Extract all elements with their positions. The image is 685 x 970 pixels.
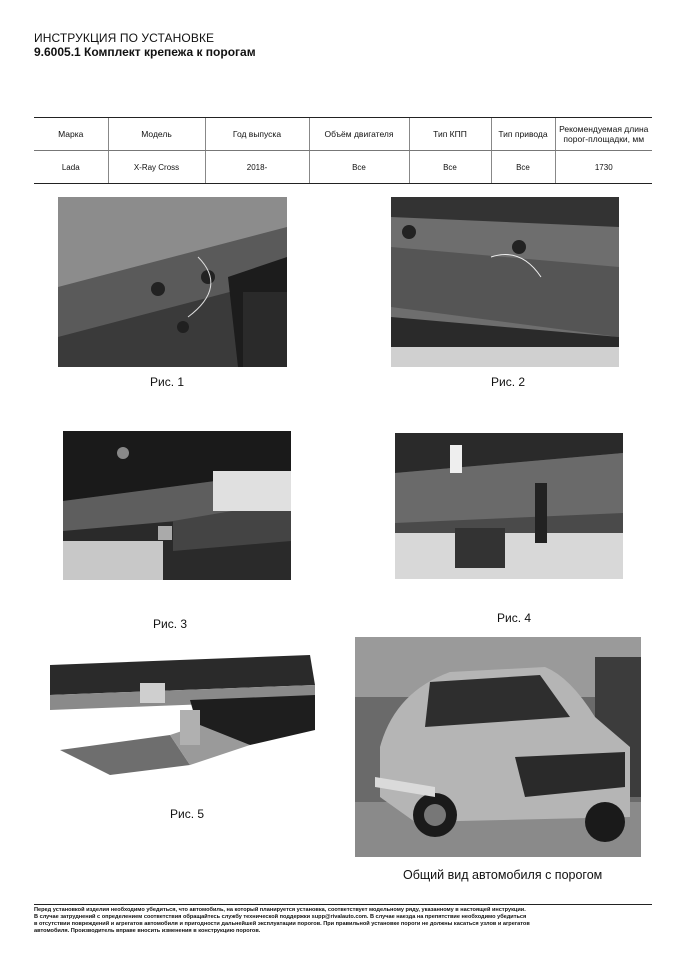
figure-2-photo	[391, 197, 619, 367]
figure-4-caption: Рис. 4	[497, 611, 532, 625]
spec-table-header	[34, 118, 652, 151]
figure-5-render	[50, 655, 320, 783]
footer-disclaimer	[34, 907, 654, 935]
header-cell: Объём двигателя	[309, 118, 409, 151]
figure-2-caption: Рис. 2	[491, 375, 526, 389]
header-cell: Рекомендуемая длина порог-площадки, мм	[555, 118, 652, 151]
table-cell: Все	[409, 151, 491, 184]
instruction-title: ИНСТРУКЦИЯ ПО УСТАНОВКЕ	[34, 31, 215, 45]
car-overview-photo	[355, 637, 641, 857]
header-cell: Тип КПП	[409, 118, 491, 151]
table-cell: 2018-	[205, 151, 309, 184]
table-cell: 1730	[555, 151, 652, 184]
header-cell: Год выпуска	[205, 118, 309, 151]
table-row	[34, 151, 652, 184]
header-cell: Тип привода	[491, 118, 555, 151]
figure-3-caption: Рис. 3	[153, 617, 188, 631]
figure-1-caption: Рис. 1	[150, 375, 185, 389]
footer-line: В случае затруднений с определением соответствия обращайтесь службу технической поддержки supp@rivalauto.com. В случае наезда на препятствие необходимо убедиться	[34, 913, 527, 920]
footer-line: в отсутствии повреждений и агрегатов автомобиля и пригодности дальнейшей эксплуатации порогов. При правильной установке пороги не должны касаться узлов и агрегатов	[34, 920, 530, 927]
figure-3-photo	[63, 431, 291, 580]
table-cell: X-Ray Cross	[108, 151, 205, 184]
spec-table	[34, 117, 652, 184]
header-cell: Марка	[34, 118, 108, 151]
figure-5-caption: Рис. 5	[170, 807, 205, 821]
footer-line: Перед установкой изделия необходимо убедиться, что автомобиль, на который планируется установка, соответствует модельному ряду, указанному в настоящей инструкции.	[34, 907, 526, 913]
table-cell: Все	[309, 151, 409, 184]
header-cell: Модель	[108, 118, 205, 151]
table-cell: Lada	[34, 151, 108, 184]
table-cell: Все	[491, 151, 555, 184]
figure-1-photo	[58, 197, 287, 367]
product-title: 9.6005.1 Комплект крепежа к порогам	[34, 45, 256, 59]
figure-4-photo	[395, 433, 623, 579]
footer-line: автомобиля. Производитель вправе вносить изменения в конструкцию порогов.	[34, 927, 261, 934]
footer-divider	[34, 904, 652, 905]
overview-caption: Общий вид автомобиля с порогом	[403, 868, 603, 882]
